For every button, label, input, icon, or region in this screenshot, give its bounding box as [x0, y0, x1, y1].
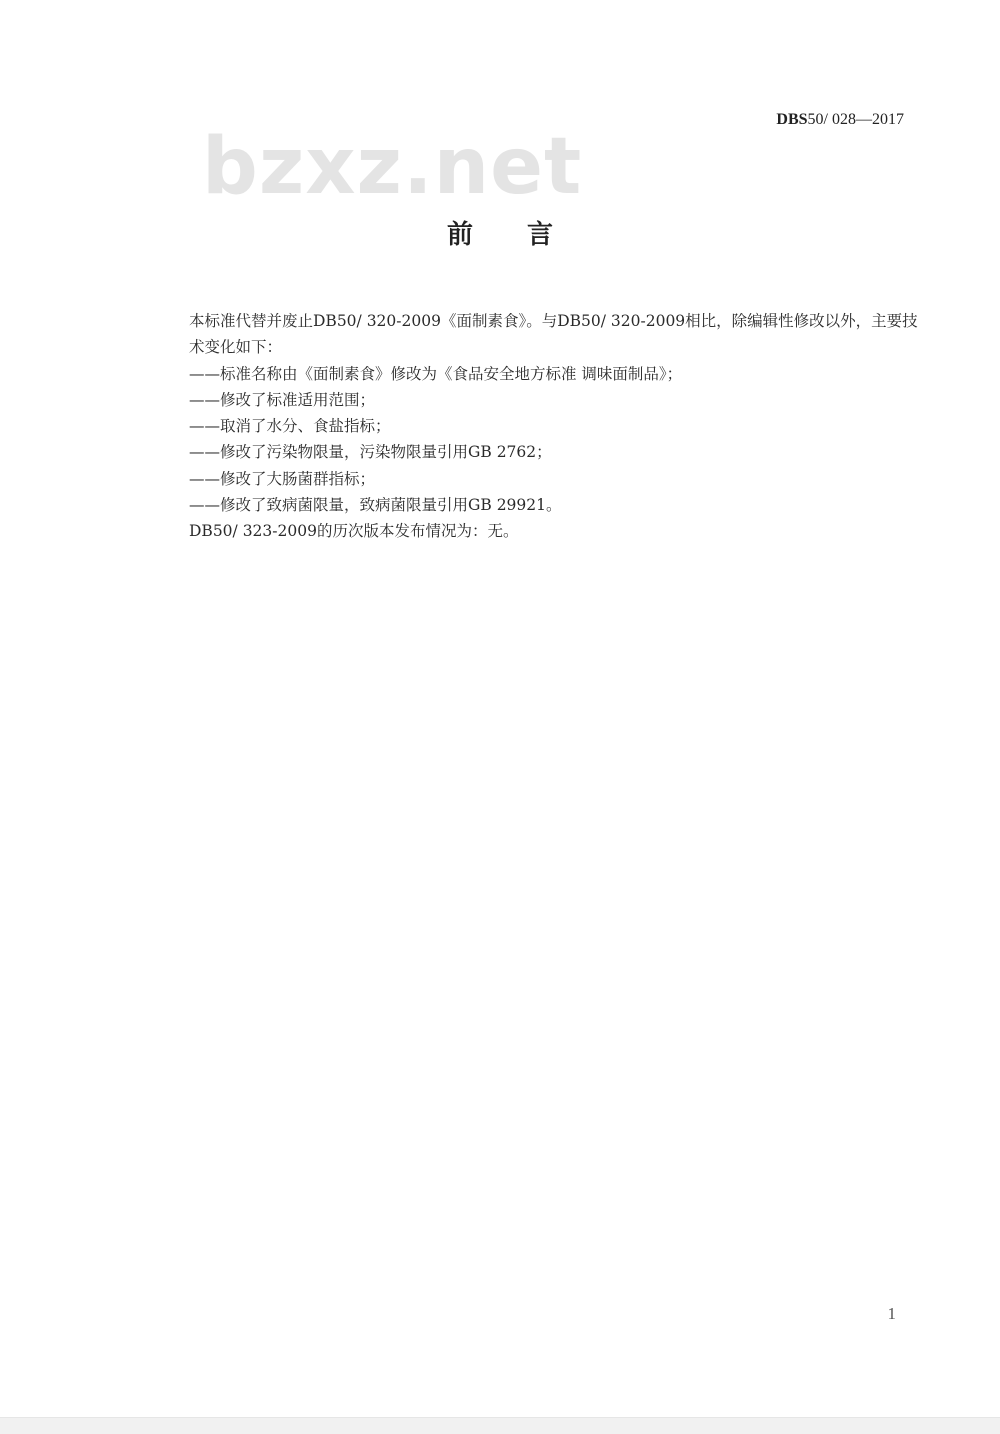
- change-item-5: ——修改了大肠菌群指标；: [189, 469, 376, 488]
- change-item-1: ——标准名称由《面制素食》修改为《食品安全地方标准 调味面制品》；: [189, 364, 683, 383]
- page-title: 前言: [446, 220, 607, 250]
- change-item-6: ——修改了致病菌限量，致病菌限量引用GB 29921。: [189, 496, 562, 515]
- intro-paragraph: 本标准代替并废止DB50/ 320-2009《面制素食》。与DB50/ 320-2009相比，除编辑性修改以外，主要技术变化如下：: [189, 312, 918, 357]
- viewer-bottom-bar: [0, 1417, 1000, 1434]
- watermark-text: bzxz.net: [202, 122, 583, 212]
- foreword-body: [153, 308, 923, 545]
- document-code-prefix: DBS: [776, 111, 808, 128]
- document-code-number: 50/ 028—2017: [807, 111, 904, 128]
- page-number: 1: [887, 1304, 896, 1323]
- history-paragraph: DB50/ 323-2009的历次版本发布情况为：无。: [189, 522, 519, 541]
- change-item-4: ——修改了污染物限量，污染物限量引用GB 2762；: [189, 443, 552, 462]
- change-item-2: ——修改了标准适用范围；: [189, 390, 376, 409]
- change-item-3: ——取消了水分、食盐指标；: [189, 417, 391, 436]
- document-code: [776, 111, 904, 129]
